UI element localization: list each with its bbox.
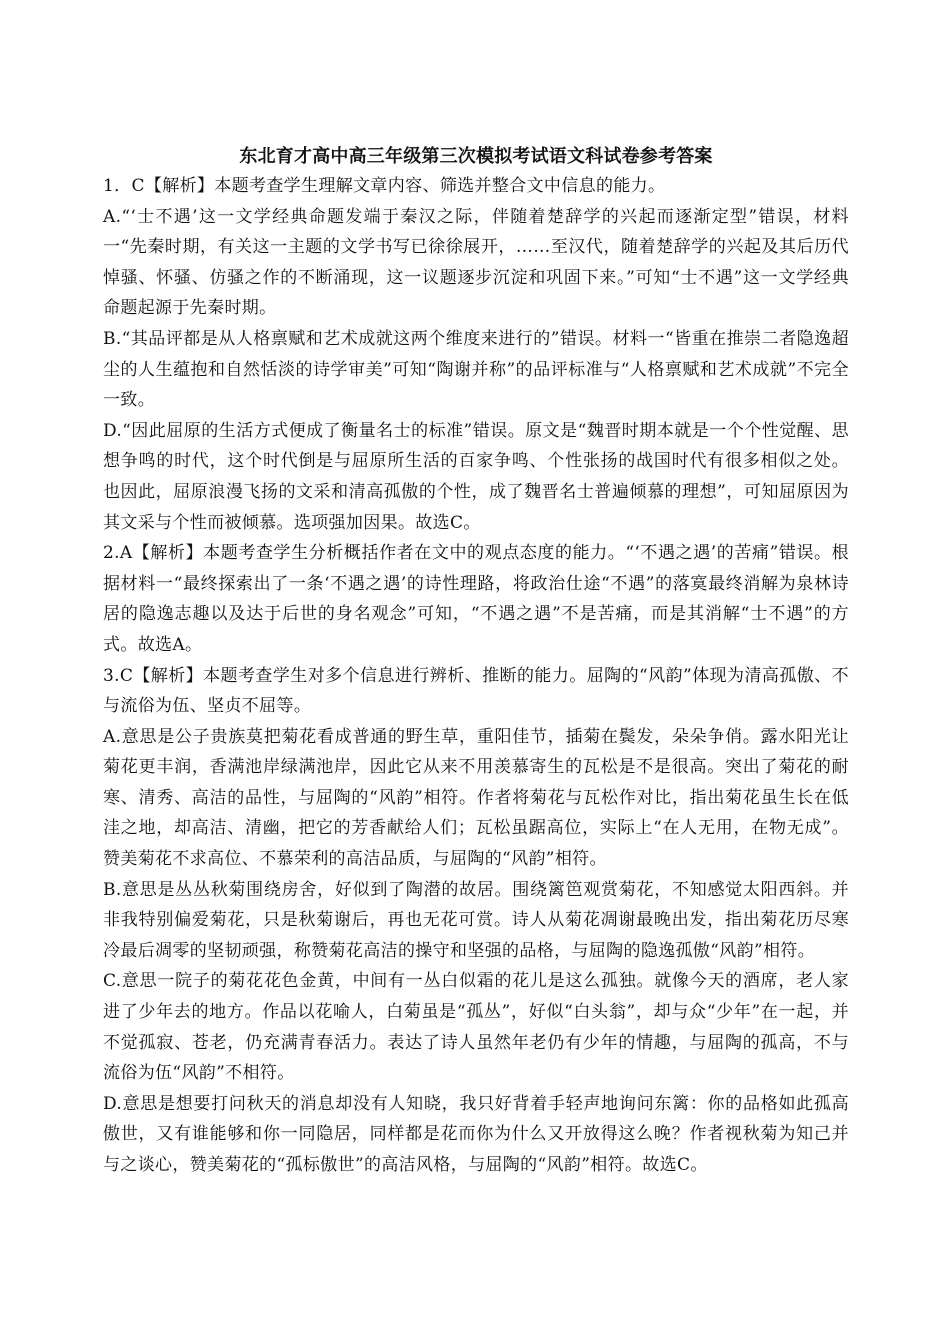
answer-1-option-b: B.“其品评都是从人格禀赋和艺术成就这两个维度来进行的”错误。材料一“皆重在推崇二者隐逸超尘的人生蕴抱和自然恬淡的诗学审美”可知“陶谢并称”的品评标准与“人格禀赋和艺术成就”不完全一致。 bbox=[103, 328, 849, 411]
answer-1-option-a: A.“‘士不遇’这一文学经典命题发端于秦汉之际，伴随着楚辞学的兴起而逐渐定型”错误，材料一“先秦时期，有关这一主题的文学书写已徐徐展开，……至汉代，随着楚辞学的兴起及其后历代悼骚、怀骚、仿骚之作的不断涌现，这一议题逐步沉淀和巩固下来。”可知“士不遇”这一文学经典命题起源于先秦时期。 bbox=[103, 206, 849, 319]
answer-3-option-b: B.意思是丛丛秋菊围绕房舍，好似到了陶潜的故居。围绕篱笆观赏菊花，不知感觉太阳西斜。并非我特别偏爱菊花，只是秋菊谢后，再也无花可赏。诗人从菊花凋谢最晚出发，指出菊花历尽寒冷最后凋零的坚韧顽强，称赞菊花高洁的操守和坚强的品格，与屈陶的隐逸孤傲“风韵”相符。 bbox=[103, 879, 849, 961]
answer-2: 2.A【解析】本题考查学生分析概括作者在文中的观点态度的能力。“‘不遇之遇’的苦痛”错误。根据材料一“最终探索出了一条‘不遇之遇’的诗性理路，将政治仕途“不遇”的落寞最终消解为泉林诗居的隐逸志趣以及达于后世的身名观念”可知，“不遇之遇”不是苦痛，而是其消解“士不遇”的方式。故选A。 bbox=[103, 543, 849, 655]
answer-document bbox=[103, 147, 849, 1181]
answer-1-intro: 1．C【解析】本题考查学生理解文章内容、筛选并整合文中信息的能力。 bbox=[103, 176, 666, 196]
answer-1-option-d: D.“因此屈原的生活方式便成了衡量名士的标准”错误。原文是“魏晋时期本就是一个个性觉醒、思想争鸣的时代，这个时代倒是与屈原所生活的百家争鸣、个性张扬的战国时代有很多相似之处。也因此，屈原浪漫飞扬的文采和清高孤傲的个性，成了魏晋名士普遍倾慕的理想”，可知屈原因为其文采与个性而被倾慕。选项强加因果。故选C。 bbox=[103, 420, 849, 533]
answer-3-option-c: C.意思一院子的菊花花色金黄，中间有一丛白似霜的花儿是这么孤独。就像今天的酒席，老人家进了少年去的地方。作品以花喻人，白菊虽是“孤丛”，好似“白头翁”，却与众“少年”在一起，并不觉孤寂、苍老，仍充满青春活力。表达了诗人虽然年老仍有少年的情趣，与屈陶的孤高，不与流俗为伍“风韵”不相符。 bbox=[103, 971, 849, 1084]
document-title: 东北育才高中高三年级第三次模拟考试语文科试卷参考答案 bbox=[239, 146, 713, 167]
answer-3-option-a: A.意思是公子贵族莫把菊花看成普通的野生草，重阳佳节，插菊在鬓发，朵朵争俏。露水阳光让菊花更丰润，香满池岸绿满池岸，因此它从来不用羡慕寄生的瓦松是不是很高。突出了菊花的耐寒、清秀、高洁的品性，与屈陶的“风韵”相符。作者将菊花与瓦松作对比，指出菊花虽生长在低洼之地，却高洁、清幽，把它的芳香献给人们；瓦松虽踞高位，实际上“在人无用，在物无成”。赞美菊花不求高位、不慕荣利的高洁品质，与屈陶的“风韵”相符。 bbox=[103, 726, 849, 870]
answer-3-intro: 3.C【解析】本题考查学生对多个信息进行辨析、推断的能力。屈陶的“风韵”体现为清高孤傲、不与流俗为伍、坚贞不屈等。 bbox=[103, 665, 849, 717]
answer-3-option-d: D.意思是想要打问秋天的消息却没有人知晓，我只好背着手轻声地询问东篱：你的品格如此孤高傲世，又有谁能够和你一同隐居，同样都是花而你为什么又开放得这么晚？作者视秋菊为知己并与之谈心，赞美菊花的“孤标傲世”的高洁风格，与屈陶的“风韵”相符。故选C。 bbox=[103, 1093, 849, 1175]
